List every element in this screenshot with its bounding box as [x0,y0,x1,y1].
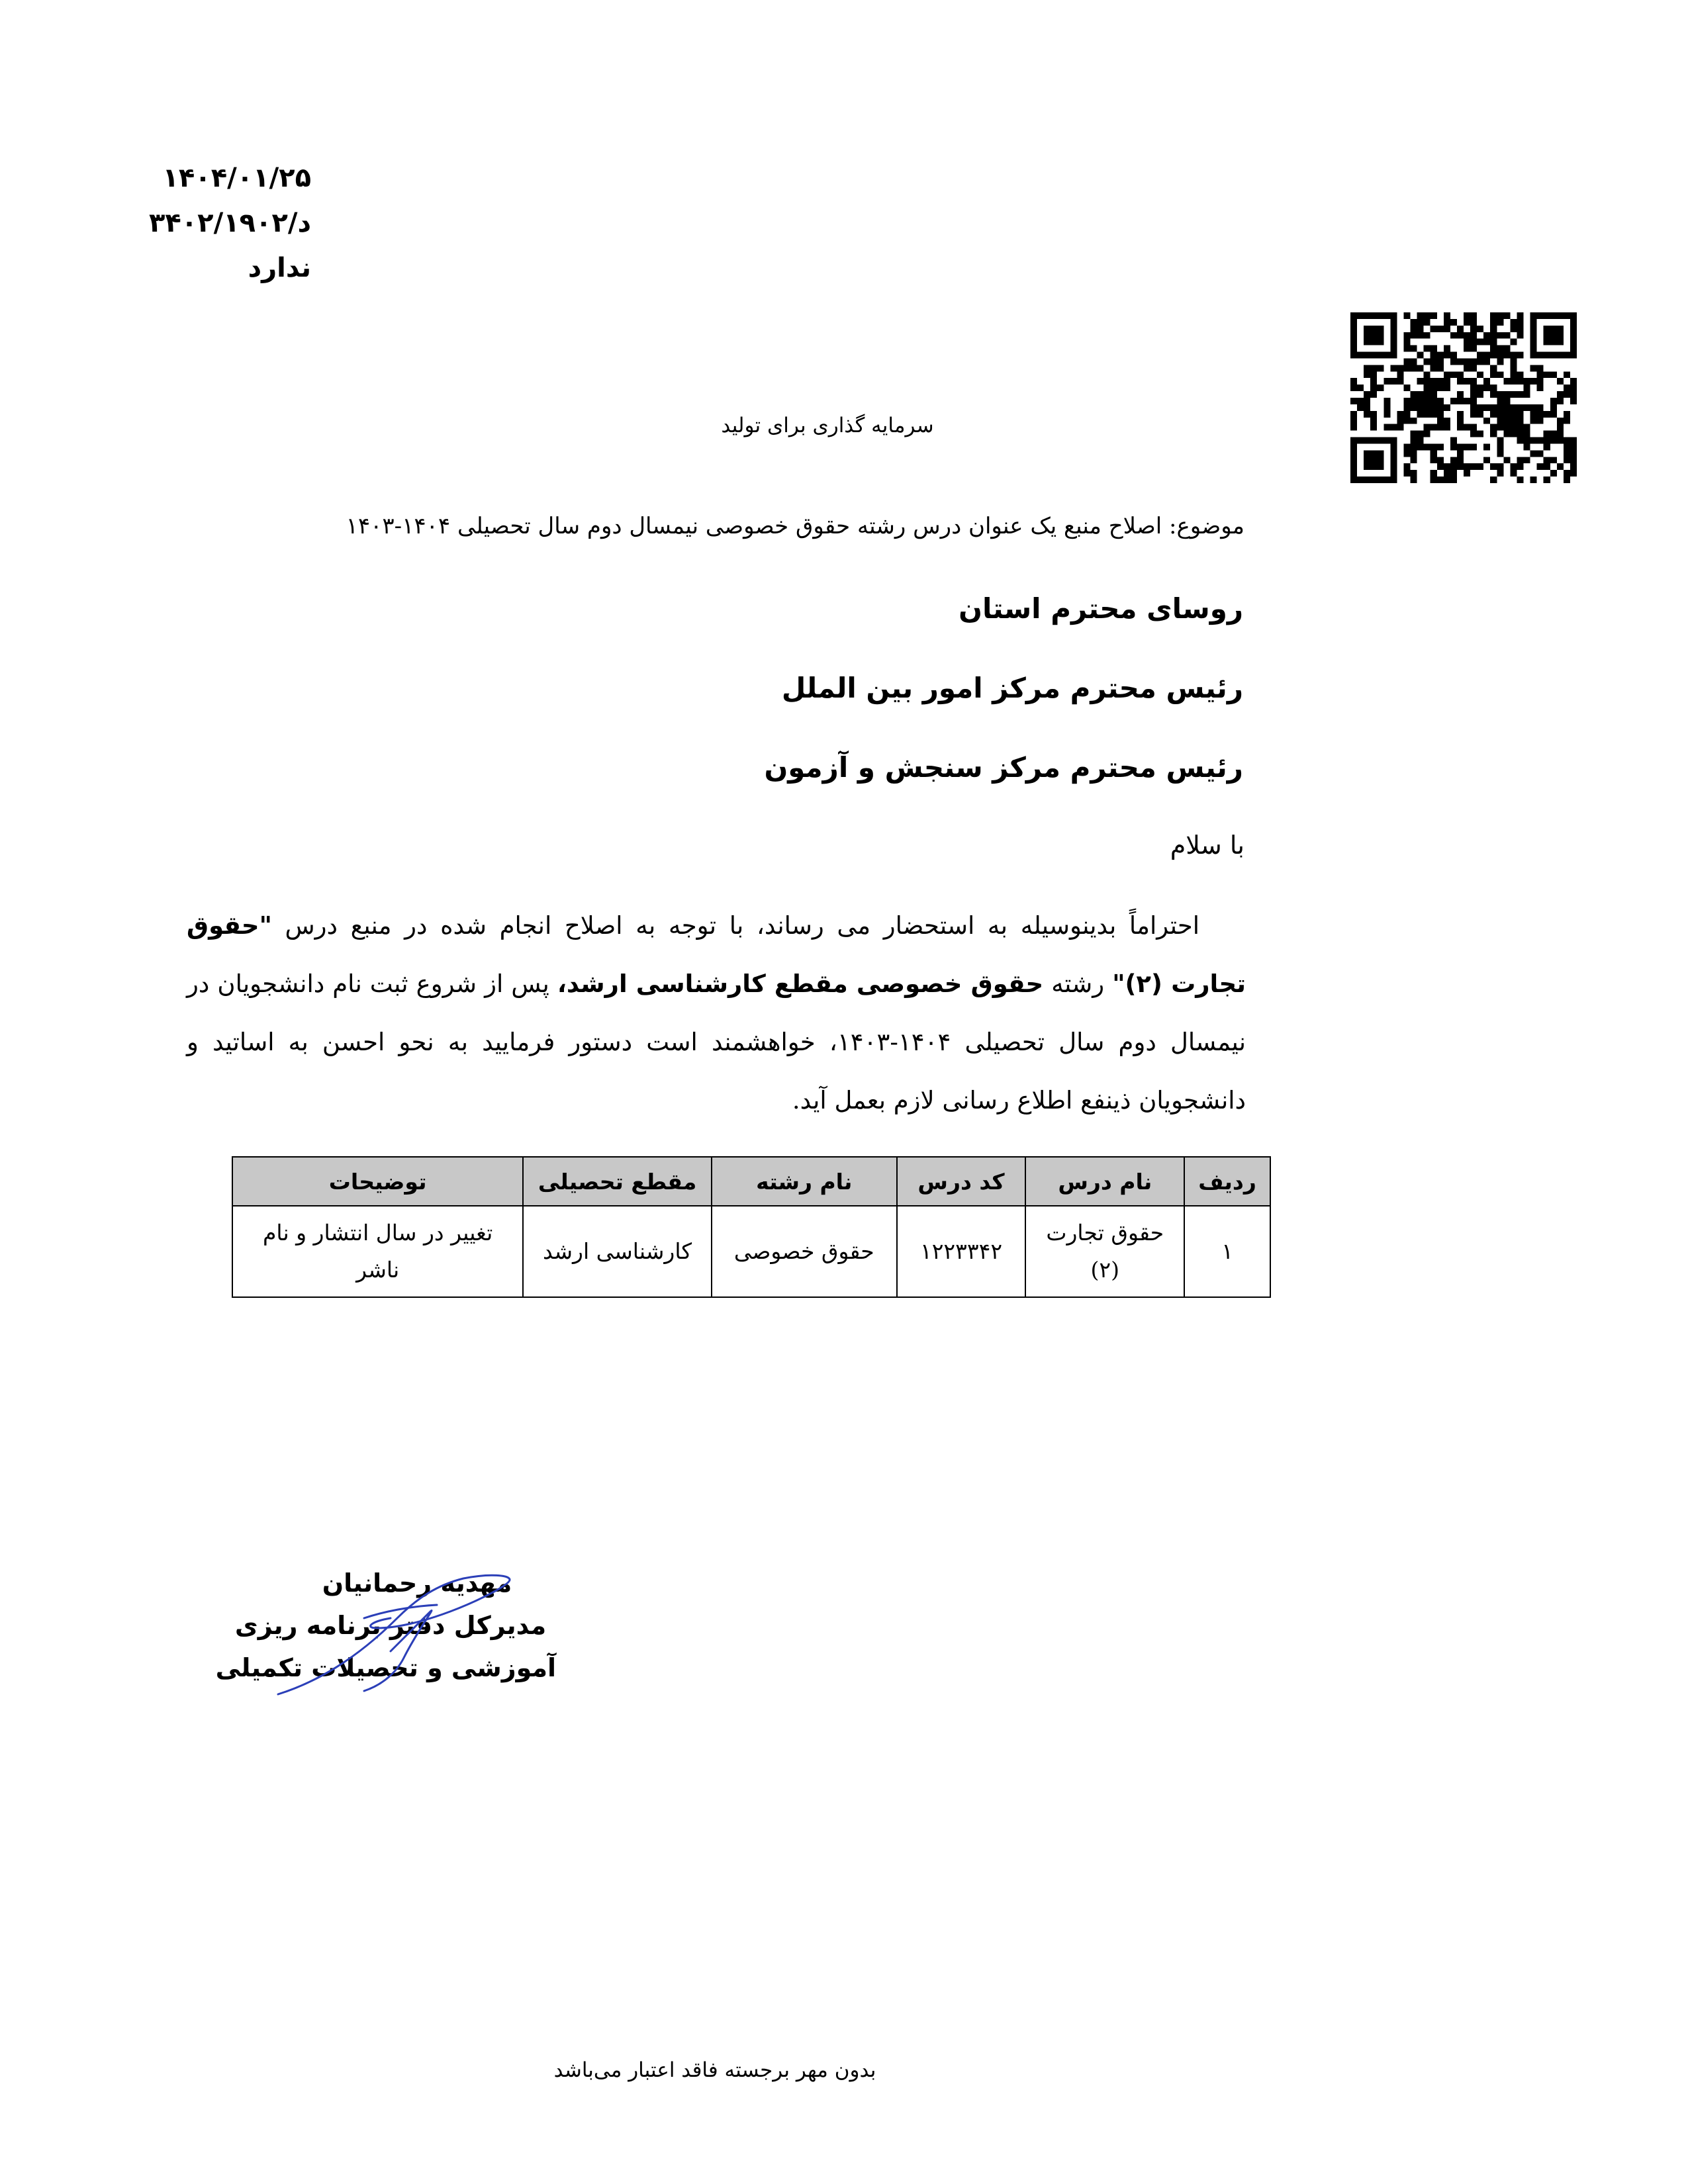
handwritten-signature-icon [199,1565,569,1698]
cell-course-code: ۱۲۲۳۳۴۲ [897,1206,1026,1297]
table-row [232,1206,1270,1297]
letter-body [187,897,1246,1130]
recipient-3: رئیس محترم مرکز سنجش و آزمون [764,751,1243,784]
letter-attachment: ندارد [248,253,311,283]
cell-program-name: حقوق خصوصی [712,1206,897,1297]
body-bold-course: "حقوق تجارت (۲)" [187,911,1246,998]
header-course-code: کد درس [897,1157,1026,1206]
signatory-name: مهدیه رحمانیان [322,1569,512,1598]
cell-course-name: حقوق تجارت (۲) [1025,1206,1184,1297]
signatory-title-2: آموزشی و تحصیلات تکمیلی [215,1653,556,1682]
body-part-1: احتراماً بدینوسیله به استحضار می رساند، با توجه به اصلاح انجام شده در منبع درس [271,911,1199,940]
motto-text: سرمایه گذاری برای تولید [721,414,934,437]
recipient-1: روسای محترم استان [959,592,1243,625]
signatory-title-1: مدیرکل دفتر برنامه ریزی [234,1611,547,1640]
recipient-2: رئیس محترم مرکز امور بین الملل [781,672,1243,704]
letter-meta [113,156,311,291]
letter-date: ۱۴۰۴/۰۱/۲۵ [162,163,311,193]
footer-note: بدون مهر برجسته فاقد اعتبار می‌باشد [553,2058,876,2082]
table-header-row [232,1157,1270,1206]
body-part-2: رشته [1043,970,1113,998]
qr-code-icon [1350,312,1577,483]
cell-row-number: ۱ [1184,1206,1270,1297]
greeting: با سلام [1170,831,1244,860]
body-part-3: پس از شروع ثبت نام دانشجویان در نیمسال دوم سال تحصیلی ۱۴۰۴-۱۴۰۳، خواهشمند است دستور فرمایید به نحو احسن به اساتید و دانشجویان ذینفع اطلاع رسانی لازم بعمل آید. [187,970,1246,1115]
courses-table [232,1156,1271,1298]
header-program-name: نام رشته [712,1157,897,1206]
header-course-name: نام درس [1025,1157,1184,1206]
header-notes: توضیحات [232,1157,523,1206]
cell-notes: تغییر در سال انتشار و نام ناشر [232,1206,523,1297]
cell-degree-level: کارشناسی ارشد [523,1206,712,1297]
letter-number: ۳۴۰۲/۱۹۰۲/د [148,208,311,238]
body-bold-program: حقوق خصوصی مقطع کارشناسی ارشد، [557,970,1044,998]
header-row-number: ردیف [1184,1157,1270,1206]
letter-subject: موضوع: اصلاح منبع یک عنوان درس رشته حقوق خصوصی نیمسال دوم سال تحصیلی ۱۴۰۴-۱۴۰۳ [346,513,1244,539]
header-degree-level: مقطع تحصیلی [523,1157,712,1206]
